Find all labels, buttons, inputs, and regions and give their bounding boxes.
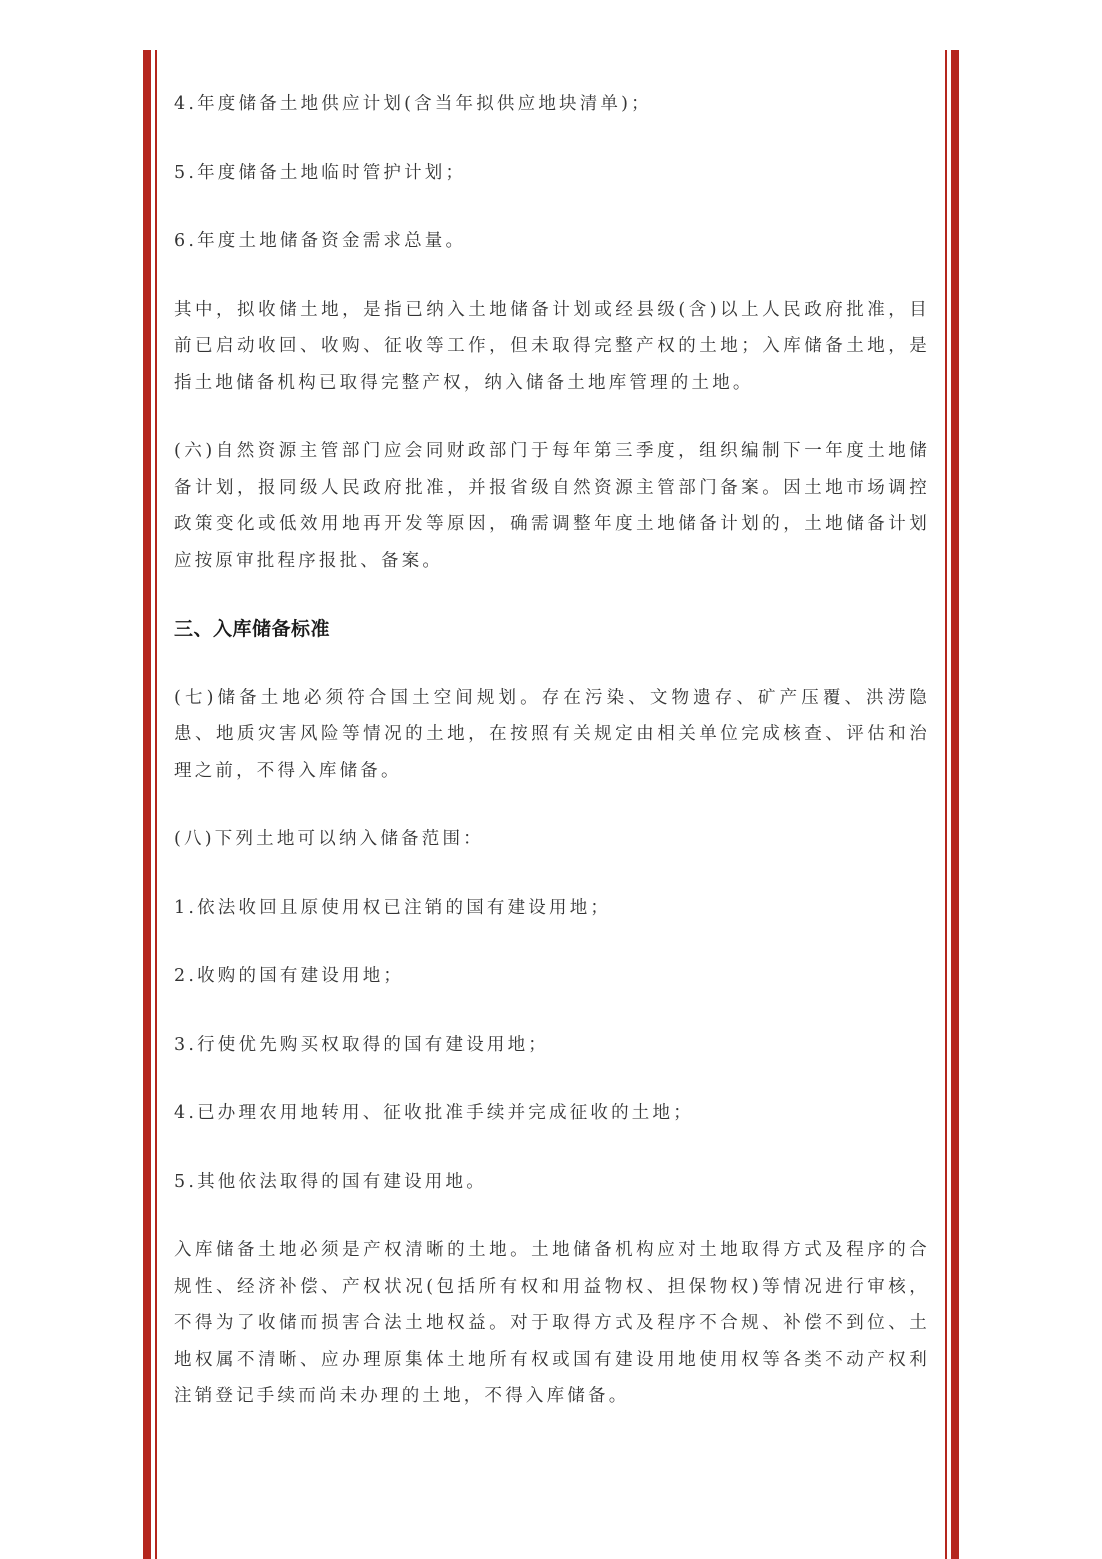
list-item-4-supply-plan: 4.年度储备土地供应计划(含当年拟供应地块清单)； [174,94,652,114]
clause-8-intro: (八)下列土地可以纳入储备范围： [174,829,484,849]
scope-item-4: 4.已办理农用地转用、征收批准手续并完成征收的土地； [174,1103,694,1123]
list-item-5-maintenance-plan: 5.年度储备土地临时管护计划； [174,162,467,183]
section-heading-3: 三、入库储备标准 [174,618,331,640]
scope-item-3: 3.行使优先购买权取得的国有建设用地； [174,1034,549,1055]
scope-item-1: 1.依法收回且原使用权已注销的国有建设用地； [174,897,612,918]
clause-6-paragraph: (六)自然资源主管部门应会同财政部门于每年第三季度，组织编制下一年度土地储备计划，报同级人民政府批准，并报省级自然资源主管部门备案。因土地市场调控政策变化或低效用地再开发等原因，确需调整年度土地储备计划的，土地储备计划应按原审批程序报批、备案。 [174,441,930,571]
right-border-thick [951,50,959,1559]
list-item-6-funding-demand: 6.年度土地储备资金需求总量。 [174,231,467,251]
clause-7-paragraph: (七)储备土地必须符合国土空间规划。存在污染、文物遗存、矿产压覆、洪涝隐患、地质灾害风险等情况的土地，在按照有关规定由相关单位完成核查、评估和治理之前，不得入库储备。 [174,687,930,781]
scope-item-5: 5.其他依法取得的国有建设用地。 [174,1171,487,1192]
property-rights-paragraph: 入库储备土地必须是产权清晰的土地。土地储备机构应对土地取得方式及程序的合规性、经济补偿、产权状况(包括所有权和用益物权、担保物权)等情况进行审核，不得为了收储而损害合法土地权益。对于取得方式及程序不合规、补偿不到位、土地权属不清晰、应办理原集体土地所有权或国有建设用地使用权等各类不动产权利注销登记手续而尚未办理的土地，不得入库储备。 [174,1240,930,1406]
scope-item-2: 2.收购的国有建设用地； [174,966,405,986]
right-border-thin [945,50,947,1559]
left-border-thick [143,50,151,1559]
document-body [174,86,930,1447]
definition-paragraph: 其中，拟收储土地，是指已纳入土地储备计划或经县级(含)以上人民政府批准，目前已启动收回、收购、征收等工作，但未取得完整产权的土地；入库储备土地，是指土地储备机构已取得完整产权，纳入储备土地库管理的土地。 [174,299,930,393]
left-border-thin [155,50,157,1559]
